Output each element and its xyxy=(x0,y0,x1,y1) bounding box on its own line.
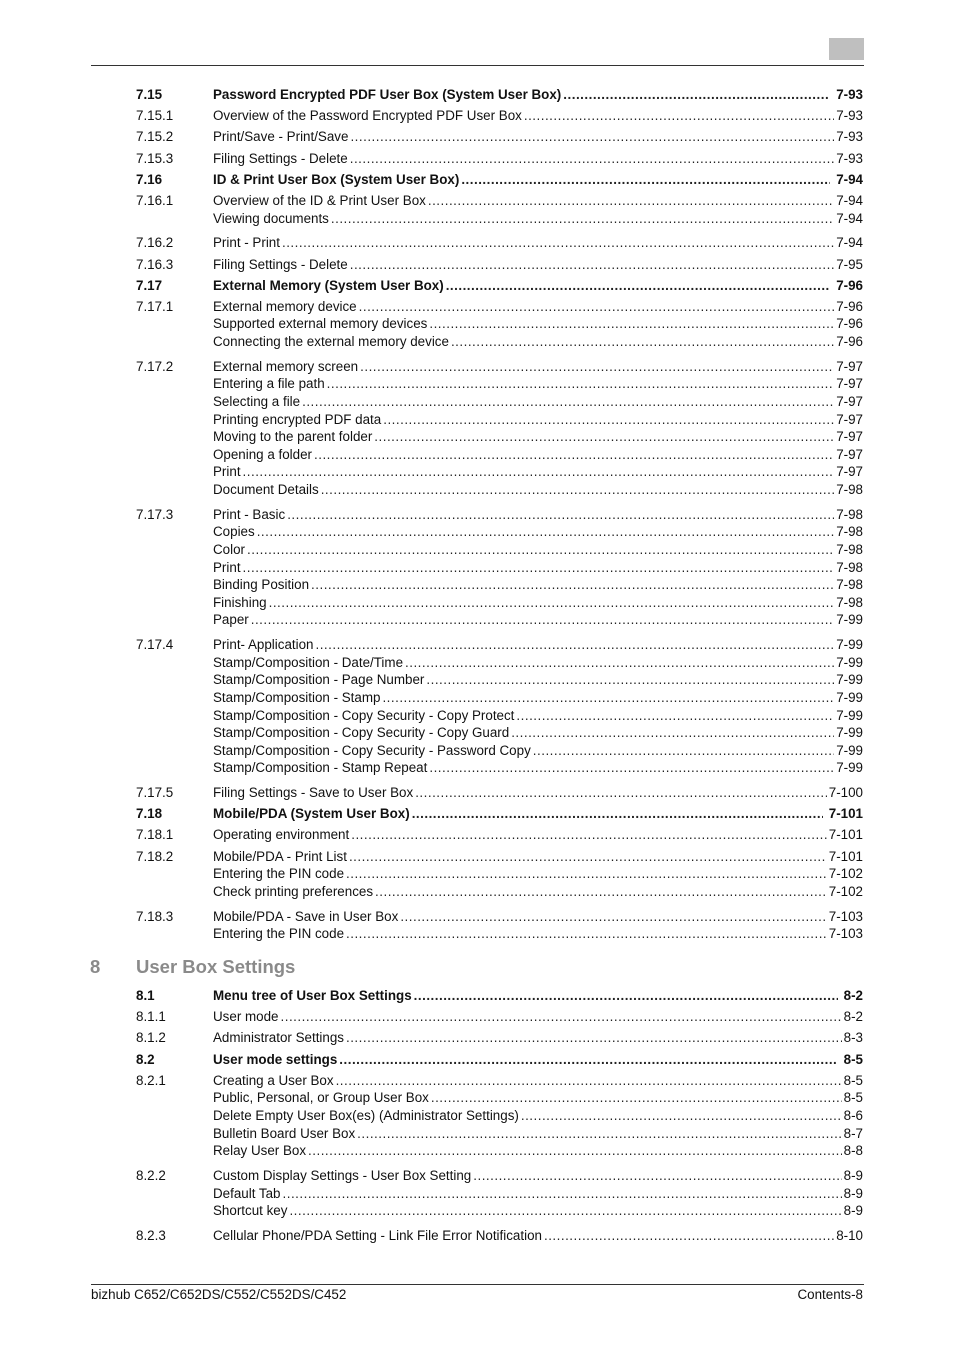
toc-dot-leader xyxy=(257,523,835,541)
toc-dot-leader xyxy=(315,636,834,654)
toc-entry-number: 7.18 xyxy=(136,806,163,822)
toc-dot-leader xyxy=(251,611,834,629)
toc-entry[interactable] xyxy=(136,1142,863,1160)
toc-entry[interactable] xyxy=(136,576,863,594)
toc-entry-page: 7-99 xyxy=(836,725,863,741)
toc-dot-leader xyxy=(533,742,834,760)
toc-entry-page: 7-98 xyxy=(836,524,863,540)
toc-dot-leader xyxy=(563,86,830,104)
toc-entry-title: Mobile/PDA (System User Box) xyxy=(213,806,410,822)
toc-entry-page: 7-100 xyxy=(828,785,863,801)
toc-entry[interactable] xyxy=(136,784,863,802)
toc-dot-leader xyxy=(287,506,834,524)
toc-entry[interactable] xyxy=(136,759,863,777)
toc-dot-leader xyxy=(521,1107,842,1125)
toc-entry-page: 7-93 xyxy=(836,150,863,166)
toc-entry-title: Print/Save - Print/Save xyxy=(213,129,349,145)
toc-entry-page: 7-99 xyxy=(836,689,863,705)
toc-entry-title: Check printing preferences xyxy=(213,883,374,899)
toc-dot-leader xyxy=(351,826,827,844)
toc-entry-page: 7-98 xyxy=(836,577,863,593)
toc-section-entry[interactable] xyxy=(136,1051,863,1069)
toc-entry-title: Administrator Settings xyxy=(213,1030,344,1046)
toc-entry-number: 7.15.2 xyxy=(136,129,174,145)
toc-entry-page: 7-103 xyxy=(828,908,863,924)
toc-entry-title: Public, Personal, or Group User Box xyxy=(213,1090,429,1106)
toc-dot-leader xyxy=(282,234,834,252)
toc-entry-title: Copies xyxy=(213,524,255,540)
toc-entry-number: 7.16.3 xyxy=(136,256,174,272)
toc-dot-leader xyxy=(382,689,834,707)
toc-entry-page: 8-5 xyxy=(843,1072,863,1088)
toc-dot-leader xyxy=(415,784,827,802)
toc-entry-title: Viewing documents xyxy=(213,210,329,226)
chapter-number: 8 xyxy=(90,956,101,977)
toc-entry-title: Overview of the ID & Print User Box xyxy=(213,192,426,208)
toc-dot-leader xyxy=(350,128,834,146)
toc-section-entry[interactable] xyxy=(136,805,863,823)
toc-entry[interactable] xyxy=(136,1185,863,1203)
header-rule xyxy=(91,65,864,66)
toc-entry-page: 8-9 xyxy=(843,1185,863,1201)
toc-entry-page: 7-97 xyxy=(836,376,863,392)
toc-entry[interactable] xyxy=(136,826,863,844)
toc-dot-leader xyxy=(511,724,834,742)
toc-dot-leader xyxy=(524,107,834,125)
toc-entry[interactable] xyxy=(136,107,863,125)
toc-entry[interactable] xyxy=(136,1107,863,1125)
toc-entry[interactable] xyxy=(136,428,863,446)
toc-dot-leader xyxy=(473,1167,841,1185)
toc-dot-leader xyxy=(374,428,834,446)
toc-entry-title: Connecting the external memory device xyxy=(213,334,449,350)
toc-entry[interactable] xyxy=(136,883,863,901)
toc-dot-leader xyxy=(283,1185,842,1203)
toc-entry-page: 8-7 xyxy=(843,1125,863,1141)
toc-entry-page: 8-5 xyxy=(843,1090,863,1106)
toc-entry[interactable] xyxy=(136,192,863,210)
toc-entry-title: Operating environment xyxy=(213,827,350,843)
toc-entry[interactable] xyxy=(136,234,863,252)
toc-entry-page: 7-97 xyxy=(836,446,863,462)
toc-entry-title: Entering the PIN code xyxy=(213,866,345,882)
toc-entry[interactable] xyxy=(136,724,863,742)
toc-entry-title: External memory screen xyxy=(213,358,359,374)
toc-entry-page: 8-2 xyxy=(843,1009,863,1025)
toc-dot-leader xyxy=(349,848,827,866)
toc-entry-number: 7.17.3 xyxy=(136,506,174,522)
toc-entry-page: 8-9 xyxy=(843,1167,863,1183)
toc-entry-title: Printing encrypted PDF data xyxy=(213,411,382,427)
toc-entry-number: 8.2.1 xyxy=(136,1072,166,1088)
toc-entry-page: 7-96 xyxy=(836,277,863,293)
toc-entry-title: External memory device xyxy=(213,298,357,314)
chapter-heading xyxy=(90,956,295,978)
toc-dot-leader xyxy=(431,1089,842,1107)
toc-entry[interactable] xyxy=(136,654,863,672)
toc-entry-page: 7-97 xyxy=(836,394,863,410)
toc-entry-title: Menu tree of User Box Settings xyxy=(213,988,412,1003)
toc-entry-title: Stamp/Composition - Copy Security - Password Copy xyxy=(213,742,531,758)
toc-entry-page: 7-96 xyxy=(836,316,863,332)
toc-entry-title: Mobile/PDA - Print List xyxy=(213,848,347,864)
toc-entry[interactable] xyxy=(136,315,863,333)
toc-dot-leader xyxy=(346,1029,842,1047)
toc-dot-leader xyxy=(289,1202,841,1220)
toc-entry[interactable] xyxy=(136,210,863,228)
toc-dot-leader xyxy=(281,1008,842,1026)
toc-entry[interactable] xyxy=(136,671,863,689)
toc-dot-leader xyxy=(302,393,834,411)
footer-page-label: Contents-8 xyxy=(797,1287,863,1302)
toc-entry-title: Filing Settings - Save to User Box xyxy=(213,785,414,801)
toc-section-entry[interactable] xyxy=(136,171,863,189)
toc-entry[interactable] xyxy=(136,1227,863,1245)
toc-dot-leader xyxy=(360,358,834,376)
toc-entry-page: 8-3 xyxy=(843,1030,863,1046)
toc-entry[interactable] xyxy=(136,1072,863,1090)
toc-entry-title: Finishing xyxy=(213,594,267,610)
footer-model-name: bizhub C652/C652DS/C552/C552DS/C452 xyxy=(91,1287,347,1302)
toc-entry-page: 7-99 xyxy=(836,742,863,758)
toc-entry-title: Custom Display Settings - User Box Setting xyxy=(213,1167,472,1183)
toc-dot-leader xyxy=(350,256,834,274)
toc-dot-leader xyxy=(336,1072,842,1090)
toc-section-8 xyxy=(136,987,863,1244)
toc-entry[interactable] xyxy=(136,1167,863,1185)
toc-entry[interactable] xyxy=(136,865,863,883)
toc-entry-title: Cellular Phone/PDA Setting - Link File Error Notification xyxy=(213,1227,542,1243)
toc-entry-title: Stamp/Composition - Date/Time xyxy=(213,654,404,670)
toc-entry-number: 7.15.1 xyxy=(136,108,174,124)
toc-entry-page: 7-94 xyxy=(836,171,863,187)
toc-entry[interactable] xyxy=(136,256,863,274)
chapter-title: User Box Settings xyxy=(136,956,296,977)
toc-entry-number: 7.17.1 xyxy=(136,298,174,314)
toc-entry-page: 8-10 xyxy=(836,1227,863,1243)
toc-entry-title: Print - Basic xyxy=(213,506,286,522)
toc-entry-number: 8.2.2 xyxy=(136,1167,166,1183)
toc-entry-page: 7-93 xyxy=(836,129,863,145)
toc-entry-number: 8.1.2 xyxy=(136,1030,166,1046)
toc-entry-page: 7-95 xyxy=(836,256,863,272)
toc-entry-page: 7-96 xyxy=(836,334,863,350)
toc-entry-page: 7-98 xyxy=(836,482,863,497)
toc-entry[interactable] xyxy=(136,128,863,146)
toc-entry-title: Supported external memory devices xyxy=(213,316,428,332)
toc-dot-leader xyxy=(428,192,834,210)
toc-entry-title: Binding Position xyxy=(213,577,310,593)
toc-entry-page: 7-99 xyxy=(836,612,863,628)
toc-entry[interactable] xyxy=(136,742,863,760)
toc-entry-page: 7-98 xyxy=(836,506,863,522)
toc-dot-leader xyxy=(375,883,827,901)
toc-entry[interactable] xyxy=(136,333,863,351)
toc-dot-leader xyxy=(350,150,834,168)
toc-entry-number: 7.16.1 xyxy=(136,192,174,208)
toc-dot-leader xyxy=(331,210,834,228)
toc-entry-page: 7-99 xyxy=(836,760,863,776)
toc-entry-title: Filing Settings - Delete xyxy=(213,256,348,272)
toc-entry[interactable] xyxy=(136,411,863,429)
toc-dot-leader xyxy=(426,671,834,689)
toc-entry[interactable] xyxy=(136,298,863,316)
toc-dot-leader xyxy=(357,1125,841,1143)
toc-entry-title: Paper xyxy=(213,612,249,628)
toc-entry-title: Print xyxy=(213,464,241,480)
toc-entry-page: 7-98 xyxy=(836,541,863,557)
toc-entry[interactable] xyxy=(136,393,863,411)
toc-entry-title: Delete Empty User Box(es) (Administrator Settings) xyxy=(213,1107,519,1123)
toc-entry-title: Filing Settings - Delete xyxy=(213,150,348,166)
toc-entry-number: 7.17.2 xyxy=(136,358,174,374)
toc-entry-page: 8-8 xyxy=(843,1143,863,1159)
toc-entry-title: Print- Application xyxy=(213,637,314,653)
toc-entry[interactable] xyxy=(136,908,863,926)
toc-entry[interactable] xyxy=(136,848,863,866)
toc-entry-page: 7-96 xyxy=(836,298,863,314)
toc-entry-title: Opening a folder xyxy=(213,446,313,462)
toc-dot-leader xyxy=(243,559,835,577)
toc-dot-leader xyxy=(544,1227,834,1245)
toc-entry-title: Stamp/Composition - Stamp Repeat xyxy=(213,760,428,776)
toc-entry-page: 7-97 xyxy=(836,464,863,480)
toc-entry-title: Creating a User Box xyxy=(213,1072,334,1088)
toc-entry-number: 8.1 xyxy=(136,988,155,1003)
toc-section-7 xyxy=(136,86,863,943)
toc-entry-page: 7-94 xyxy=(836,192,863,208)
toc-entry-page: 7-94 xyxy=(836,235,863,251)
toc-entry-page: 8-5 xyxy=(843,1051,863,1067)
toc-entry-title: Print - Print xyxy=(213,235,280,251)
toc-entry-page: 7-99 xyxy=(836,654,863,670)
toc-entry[interactable] xyxy=(136,446,863,464)
toc-entry-number: 7.15 xyxy=(136,87,163,102)
toc-entry[interactable] xyxy=(136,481,863,499)
toc-entry[interactable] xyxy=(136,150,863,168)
toc-entry-title: External Memory (System User Box) xyxy=(213,277,444,293)
toc-entry[interactable] xyxy=(136,636,863,654)
toc-entry-page: 7-97 xyxy=(836,358,863,374)
toc-dot-leader xyxy=(269,594,835,612)
toc-entry-page: 7-93 xyxy=(836,87,863,102)
toc-dot-leader xyxy=(247,541,834,559)
toc-section-entry[interactable] xyxy=(136,987,863,1005)
toc-entry-page: 7-101 xyxy=(828,827,863,843)
toc-entry-title: Stamp/Composition - Page Number xyxy=(213,672,425,688)
toc-entry-page: 7-93 xyxy=(836,108,863,124)
toc-dot-leader xyxy=(243,463,835,481)
toc-entry-page: 7-98 xyxy=(836,559,863,575)
toc-entry-number: 7.18.1 xyxy=(136,827,174,843)
toc-entry-title: Moving to the parent folder xyxy=(213,429,373,445)
toc-entry-title: Color xyxy=(213,541,245,557)
toc-entry-page: 7-99 xyxy=(836,672,863,688)
toc-entry-title: Stamp/Composition - Copy Security - Copy Protect xyxy=(213,707,515,723)
toc-section-entry[interactable] xyxy=(136,277,863,295)
toc-dot-leader xyxy=(321,481,835,499)
toc-entry[interactable] xyxy=(136,925,863,943)
toc-dot-leader xyxy=(516,707,834,725)
footer-rule xyxy=(91,1284,864,1285)
toc-entry[interactable] xyxy=(136,541,863,559)
toc-entry[interactable] xyxy=(136,594,863,612)
toc-entry[interactable] xyxy=(136,707,863,725)
toc-entry-page: 7-97 xyxy=(836,411,863,427)
toc-entry-title: Stamp/Composition - Stamp xyxy=(213,689,381,705)
toc-dot-leader xyxy=(308,1142,842,1160)
toc-dot-leader xyxy=(461,171,830,189)
toc-entry-page: 7-102 xyxy=(828,866,863,882)
toc-entry-page: 8-9 xyxy=(843,1203,863,1219)
toc-entry-title: Entering a file path xyxy=(213,376,325,392)
toc-dot-leader xyxy=(414,987,838,1005)
toc-entry-number: 7.17 xyxy=(136,277,163,293)
toc-entry-title: User mode settings xyxy=(213,1051,338,1067)
toc-dot-leader xyxy=(359,298,835,316)
toc-entry-number: 8.2 xyxy=(136,1051,155,1067)
toc-entry-title: User mode xyxy=(213,1009,279,1025)
toc-dot-leader xyxy=(346,925,827,943)
toc-dot-leader xyxy=(339,1051,837,1069)
toc-dot-leader xyxy=(314,446,834,464)
toc-entry-page: 7-103 xyxy=(828,926,863,942)
toc-entry-number: 7.17.5 xyxy=(136,785,174,801)
toc-entry[interactable] xyxy=(136,611,863,629)
toc-entry[interactable] xyxy=(136,1029,863,1047)
toc-dot-leader xyxy=(429,315,834,333)
toc-entry[interactable] xyxy=(136,689,863,707)
toc-entry-title: Default Tab xyxy=(213,1185,281,1201)
toc-entry[interactable] xyxy=(136,1008,863,1026)
toc-entry-page: 7-99 xyxy=(836,707,863,723)
toc-entry-title: Stamp/Composition - Copy Security - Copy Guard xyxy=(213,725,510,741)
toc-entry[interactable] xyxy=(136,523,863,541)
toc-entry-number: 7.17.4 xyxy=(136,637,174,653)
toc-entry-page: 7-101 xyxy=(828,848,863,864)
toc-section-entry[interactable] xyxy=(136,86,863,104)
toc-entry-title: Overview of the Password Encrypted PDF User Box xyxy=(213,108,522,124)
toc-entry-number: 7.16 xyxy=(136,171,163,187)
toc-dot-leader xyxy=(412,805,823,823)
toc-entry-number: 7.15.3 xyxy=(136,150,174,166)
toc-entry[interactable] xyxy=(136,1202,863,1220)
toc-entry[interactable] xyxy=(136,1125,863,1143)
toc-dot-leader xyxy=(405,654,834,672)
toc-dot-leader xyxy=(311,576,834,594)
toc-entry-page: 7-94 xyxy=(836,210,863,226)
toc-dot-leader xyxy=(451,333,834,351)
toc-entry-number: 7.18.2 xyxy=(136,848,174,864)
toc-entry-title: Document Details xyxy=(213,482,319,497)
toc-entry-number: 7.16.2 xyxy=(136,235,174,251)
toc-entry-title: Relay User Box xyxy=(213,1143,307,1159)
toc-entry-page: 7-102 xyxy=(828,883,863,899)
toc-dot-leader xyxy=(383,411,834,429)
toc-entry-page: 7-97 xyxy=(836,429,863,445)
toc-entry-number: 7.18.3 xyxy=(136,908,174,924)
toc-entry-title: Print xyxy=(213,559,241,575)
toc-entry-title: Password Encrypted PDF User Box (System User Box) xyxy=(213,87,562,102)
toc-entry-page: 7-99 xyxy=(836,637,863,653)
header-tab-marker xyxy=(829,38,864,60)
toc-dot-leader xyxy=(346,865,827,883)
toc-entry-number: 8.2.3 xyxy=(136,1227,166,1243)
toc-entry-title: Mobile/PDA - Save in User Box xyxy=(213,908,399,924)
toc-entry-title: Bulletin Board User Box xyxy=(213,1125,356,1141)
toc-entry-page: 7-101 xyxy=(828,806,863,822)
toc-dot-leader xyxy=(327,375,835,393)
toc-entry-number: 8.1.1 xyxy=(136,1009,166,1025)
toc-entry-title: Selecting a file xyxy=(213,394,301,410)
toc-dot-leader xyxy=(400,908,826,926)
toc-entry-title: Shortcut key xyxy=(213,1203,288,1219)
toc-dot-leader xyxy=(429,759,834,777)
toc-entry-title: ID & Print User Box (System User Box) xyxy=(213,171,460,187)
toc-entry[interactable] xyxy=(136,375,863,393)
toc-entry[interactable] xyxy=(136,463,863,481)
toc-entry[interactable] xyxy=(136,1089,863,1107)
toc-entry-page: 8-2 xyxy=(843,988,863,1003)
toc-entry[interactable] xyxy=(136,358,863,376)
toc-entry-page: 7-98 xyxy=(836,594,863,610)
toc-entry-page: 8-6 xyxy=(843,1107,863,1123)
toc-dot-leader xyxy=(446,277,830,295)
toc-entry[interactable] xyxy=(136,559,863,577)
toc-entry[interactable] xyxy=(136,506,863,524)
toc-entry-title: Entering the PIN code xyxy=(213,926,345,942)
